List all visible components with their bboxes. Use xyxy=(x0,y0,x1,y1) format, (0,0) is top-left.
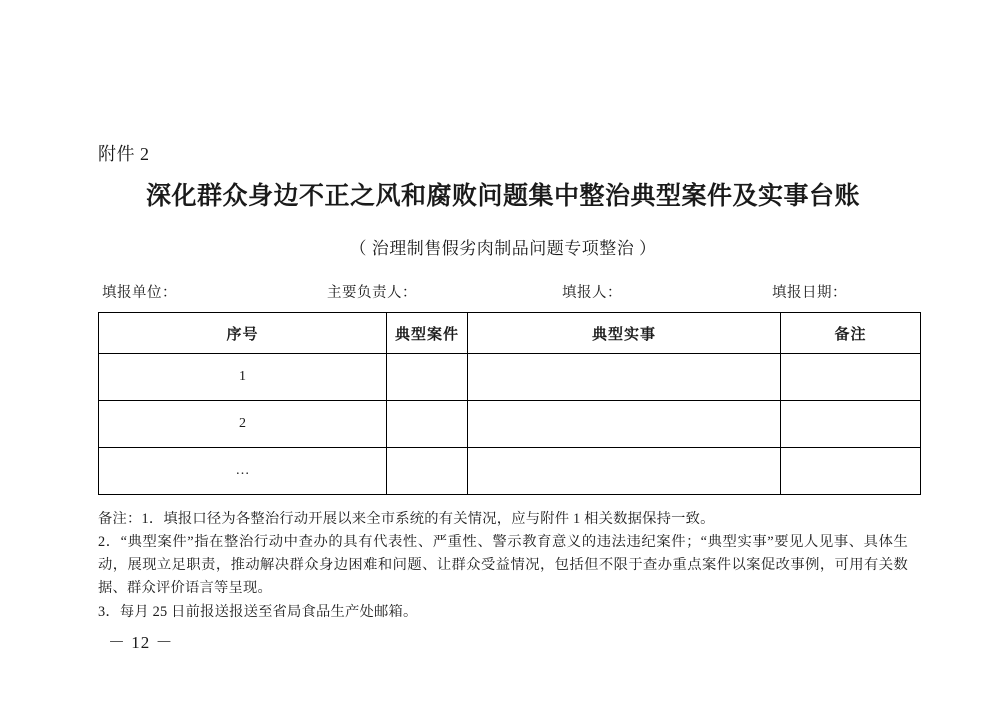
document-body xyxy=(98,140,908,624)
attachment-label: 附件 2 xyxy=(98,144,150,164)
form-meta-row xyxy=(98,281,908,302)
table-row xyxy=(99,354,921,401)
cell-typical-case xyxy=(387,354,468,401)
meta-reporter: 填报人： xyxy=(562,285,622,301)
cell-remark xyxy=(781,401,921,448)
meta-principal-leader: 主要负责人： xyxy=(327,285,417,301)
cell-typical-case xyxy=(387,401,468,448)
column-header-remark: 备注 xyxy=(781,313,921,354)
cell-typical-fact xyxy=(468,401,781,448)
ledger-table xyxy=(98,312,921,495)
page-number: － 12 － xyxy=(108,633,174,652)
column-header-typical-case: 典型案件 xyxy=(387,313,468,354)
page-title: 深化群众身边不正之风和腐败问题集中整治典型案件及实事台账 xyxy=(145,183,860,210)
column-header-sequence: 序号 xyxy=(99,313,387,354)
column-header-typical-fact: 典型实事 xyxy=(468,313,781,354)
footnote-2: 2．“典型案件”指在整治行动中查办的具有代表性、严重性、警示教育意义的违法违纪案件；“典型实事”要见人见事、具体生动，展现立足职责，推动解决群众身边困难和问题、让群众受益情况，包括但不限于查办重点案件以案促改事例，可用有关数据、群众评价语言等呈现。 xyxy=(98,534,908,597)
table-row xyxy=(99,401,921,448)
table-row xyxy=(99,448,921,495)
cell-remark xyxy=(781,354,921,401)
meta-report-date: 填报日期： xyxy=(772,285,847,301)
cell-typical-fact xyxy=(468,448,781,495)
cell-typical-fact xyxy=(468,354,781,401)
cell-remark xyxy=(781,448,921,495)
meta-reporting-unit: 填报单位： xyxy=(102,285,177,301)
table-header-row xyxy=(99,313,921,354)
cell-sequence: … xyxy=(99,448,387,495)
cell-sequence: 2 xyxy=(99,401,387,448)
footnotes xyxy=(98,508,908,624)
cell-typical-case xyxy=(387,448,468,495)
footnote-1: 备注：1．填报口径为各整治行动开展以来全市系统的有关情况，应与附件 1 相关数据保持一致。 xyxy=(98,511,715,527)
cell-sequence: 1 xyxy=(99,354,387,401)
footnote-3: 3．每月 25 日前报送报送至省局食品生产处邮箱。 xyxy=(98,603,418,620)
page-subtitle: （ 治理制售假劣肉制品问题专项整治 ） xyxy=(349,239,657,258)
